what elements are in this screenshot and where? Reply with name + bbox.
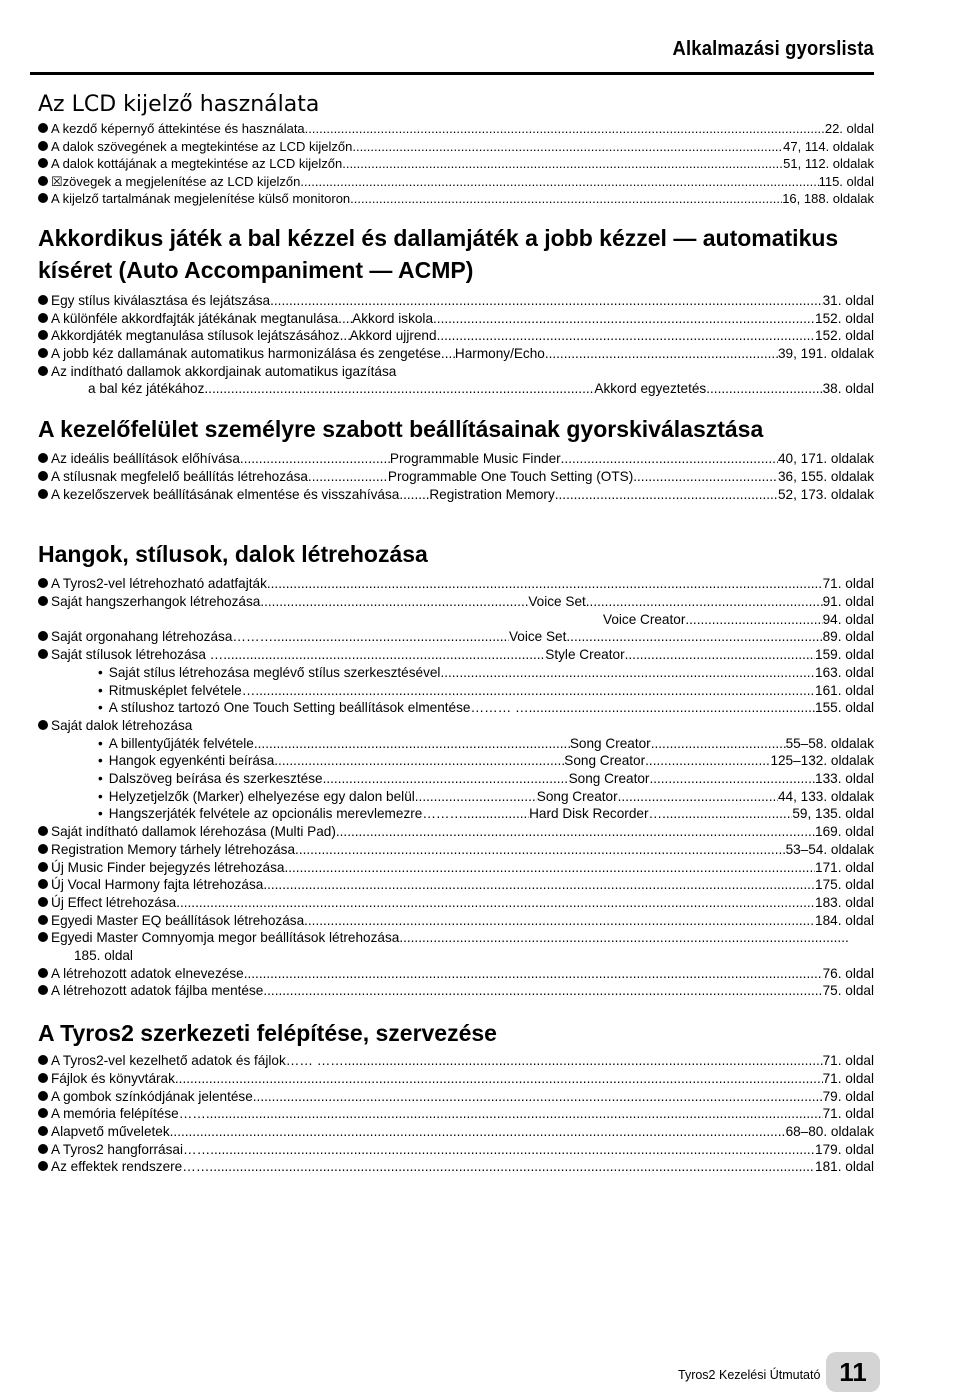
section-title-lcd: Az LCD kijelző használata [38, 92, 320, 117]
list-item: Új Effect létrehozása ..... 183. oldal [38, 894, 874, 912]
list-item: • Hangok egyenkénti beírása ..... Song Creator ..... 125–132. oldalak [38, 752, 874, 770]
list-item: Voice Creator ..... 94. oldal [38, 611, 874, 629]
bullet-dot-icon [38, 489, 48, 499]
section-create-list [38, 575, 874, 1000]
list-item: Egy stílus kiválasztása és lejátszása ..... 31. oldal [38, 292, 874, 310]
list-item: Egyedi Master Comnyomja megor beállítások létrehozása ..... [38, 929, 874, 947]
bullet-dot-icon [38, 1091, 48, 1101]
list-item: A memória felépítése……. ..... 71. oldal [38, 1105, 874, 1123]
list-item: Alapvető műveletek ..... 68–80. oldalak [38, 1123, 874, 1141]
list-item: Fájlok és könyvtárak ..... 71. oldal [38, 1070, 874, 1088]
list-item: Az indítható dallamok akkordjainak automatikus igazítása [38, 363, 874, 381]
list-item: A Tyros2-vel kezelhető adatok és fájlok…… …… ..... 71. oldal [38, 1052, 874, 1070]
bullet-dot-icon [38, 453, 48, 463]
list-item: • A billentyűjáték felvétele ..... Song Creator ..... 55–58. oldalak [38, 735, 874, 753]
list-item: A kezelőszervek beállításának elmentése és visszahívása ..... Registration Memory ..... 52, 173. oldalak [38, 486, 874, 504]
section-title-acmp: Akkordikus játék a bal kézzel és dallamjáték a jobb kézzel — automatikus kíséret (Auto Accompaniment — ACMP) [38, 224, 839, 283]
list-item: A dalok szövegének a megtekintése az LCD kijelzőn ..... 47, 114. oldalak [38, 138, 874, 156]
bullet-dot-icon [38, 844, 48, 854]
list-item: Saját dalok létrehozása [38, 717, 874, 735]
list-item: • A stílushoz tartozó One Touch Setting beállítások elmentése……… … ..... 155. oldal [38, 699, 874, 717]
section-interface-list [38, 450, 874, 503]
list-item: A kezdő képernyő áttekintése és használata ..... 22. oldal [38, 120, 874, 138]
bullet-dot-icon [38, 897, 48, 907]
list-item: A létrehozott adatok elnevezése ..... 76. oldal [38, 965, 874, 983]
bullet-dot-icon [38, 1055, 48, 1065]
list-item-continuation: a bal kéz játékához ..... Akkord egyeztetés ..... 38. oldal [38, 380, 874, 398]
bullet-dot-icon [38, 879, 48, 889]
bullet-dot-icon [38, 596, 48, 606]
bullet-dot-icon [38, 471, 48, 481]
bullet-dot-icon [38, 1073, 48, 1083]
section-lcd-list [38, 120, 874, 208]
section-title-interface: A kezelőfelület személyre szabott beállításainak gyorskiválasztása [38, 416, 764, 443]
list-item: • Helyzetjelzők (Marker) elhelyezése egy dalon belül ..... Song Creator ..... 44, 133. oldalak [38, 788, 874, 806]
list-item: A Tyros2 hangforrásai…… ..... 179. oldal [38, 1141, 874, 1159]
list-item: A kijelző tartalmának megjelenítése külső monitoron ..... 16, 188. oldalak [38, 190, 874, 208]
bullet-dot-icon [38, 348, 48, 358]
bullet-dot-icon [38, 649, 48, 659]
bullet-dot-icon [38, 915, 48, 925]
content [38, 90, 874, 1176]
list-item: Saját indítható dallamok lérehozása (Multi Pad) ..... 169. oldal [38, 823, 874, 841]
list-item: Akkordjáték megtanulása stílusok lejátszásához ..... Akkord ujjrend ..... 152. oldal [38, 327, 874, 345]
bullet-dot-icon [38, 826, 48, 836]
list-item-continuation: 185. oldal [74, 948, 133, 964]
list-item: A dalok kottájának a megtekintése az LCD kijelzőn ..... 51, 112. oldalak [38, 155, 874, 173]
list-item: Saját stílusok létrehozása … ..... Style Creator ..... 159. oldal [38, 646, 874, 664]
bullet-dot-icon [38, 1144, 48, 1154]
bullet-dot-icon [38, 1108, 48, 1118]
bullet-dot-icon [38, 158, 48, 168]
bullet-dot-icon [38, 932, 48, 942]
list-item: Az ideális beállítások előhívása ..... Programmable Music Finder ..... 40, 171. oldalak [38, 450, 874, 468]
list-item: ☒zövegek a megjelenítése az LCD kijelzőn ..... 115. oldal [38, 173, 874, 191]
section-structure-list [38, 1052, 874, 1176]
list-item: A létrehozott adatok fájlba mentése ..... 75. oldal [38, 982, 874, 1000]
list-item: A Tyros2-vel létrehozható adatfajták ..... 71. oldal [38, 575, 874, 593]
bullet-dot-icon [38, 141, 48, 151]
bullet-dot-icon [38, 176, 48, 186]
bullet-dot-icon [38, 330, 48, 340]
page-header-title: Alkalmazási gyorslista [672, 38, 874, 60]
bullet-dot-icon [38, 366, 48, 376]
bullet-dot-icon [38, 313, 48, 323]
section-title-create: Hangok, stílusok, dalok létrehozása [38, 541, 428, 568]
footer-manual-title: Tyros2 Kezelési Útmutató [678, 1368, 821, 1382]
list-item: • Ritmusképlet felvétele…. ..... 161. oldal [38, 682, 874, 700]
page-number: 11 [826, 1352, 880, 1392]
list-item: A jobb kéz dallamának automatikus harmonizálása és zengetése ..... Harmony/Echo ..... 39, 191. oldalak [38, 345, 874, 363]
list-item: A gombok színkódjának jelentése... ..... 79. oldal [38, 1088, 874, 1106]
list-item: Új Music Finder bejegyzés létrehozása ..... 171. oldal [38, 859, 874, 877]
list-item: Egyedi Master EQ beállítások létrehozása ..... 184. oldal [38, 912, 874, 930]
header-rule [30, 72, 874, 75]
section-acmp-list [38, 292, 874, 398]
list-item: • Saját stílus létrehozása meglévő stílus szerkesztésével ..... 163. oldal [38, 664, 874, 682]
bullet-dot-icon [38, 968, 48, 978]
section-title-structure: A Tyros2 szerkezeti felépítése, szervezése [38, 1020, 497, 1047]
bullet-dot-icon [38, 720, 48, 730]
bullet-dot-icon [38, 193, 48, 203]
list-item: • Dalszöveg beírása és szerkesztése ..... Song Creator ..... 133. oldal [38, 770, 874, 788]
list-item: Saját hangszerhangok létrehozása ..... Voice Set ..... 91. oldal [38, 593, 874, 611]
list-item: Az effektek rendszere…… ..... 181. oldal [38, 1158, 874, 1176]
list-item: Saját orgonahang létrehozása………. ..... Voice Set ..... 89. oldal [38, 628, 874, 646]
bullet-dot-icon [38, 578, 48, 588]
bullet-dot-icon [38, 631, 48, 641]
bullet-dot-icon [38, 985, 48, 995]
bullet-dot-icon [38, 123, 48, 133]
bullet-dot-icon [38, 1126, 48, 1136]
bullet-dot-icon [38, 1161, 48, 1171]
bullet-dot-icon [38, 862, 48, 872]
list-item: • Hangszerjáték felvétele az opcionális merevlemezre……… ..... Hard Disk Recorder… ..... 59, 135. oldal [38, 805, 874, 823]
list-item: A különféle akkordfajták játékának megtanulása ..... Akkord iskola ..... 152. oldal [38, 310, 874, 328]
list-item: Registration Memory tárhely létrehozása ..... 53–54. oldalak [38, 841, 874, 859]
bullet-dot-icon [38, 295, 48, 305]
list-item: A stílusnak megfelelő beállítás létrehozása ..... Programmable One Touch Setting (OTS) ..... 36, 155. oldalak [38, 468, 874, 486]
list-item: Új Vocal Harmony fajta létrehozása ..... 175. oldal [38, 876, 874, 894]
